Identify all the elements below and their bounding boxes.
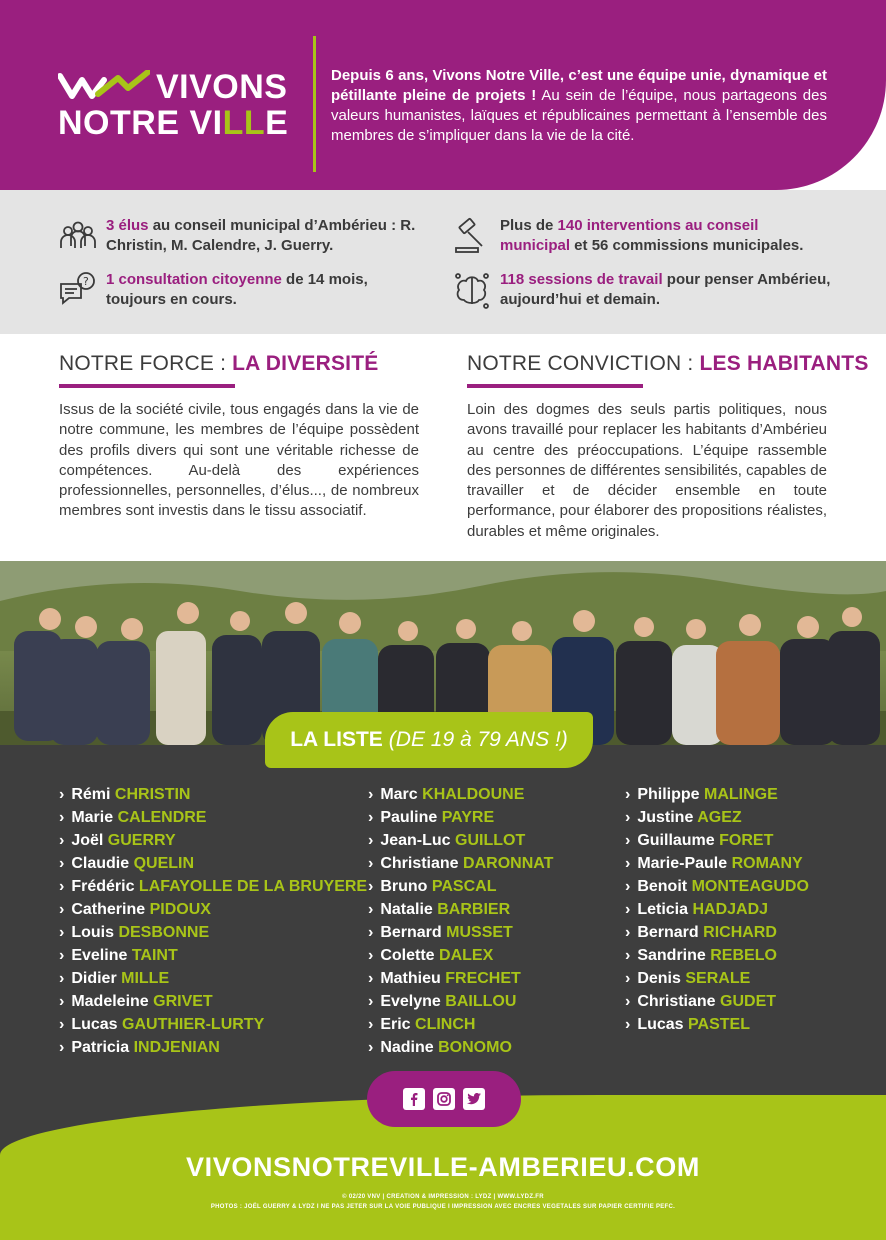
conviction-underline <box>467 384 643 388</box>
candidate-last-name: MALINGE <box>704 786 778 803</box>
candidate-item <box>368 990 553 1013</box>
chevron-right-icon: › <box>59 1039 65 1056</box>
candidate-item <box>59 852 367 875</box>
candidate-first-name: Eveline <box>71 947 128 964</box>
candidate-first-name: Evelyne <box>380 993 441 1010</box>
candidate-last-name: PAYRE <box>441 809 495 826</box>
stat-interventions <box>452 216 832 256</box>
stat-consultation-text: 1 consultation citoyenne de 14 mois, toujours en cours. <box>106 271 368 308</box>
instagram-icon[interactable] <box>433 1088 455 1110</box>
twitter-icon[interactable] <box>463 1088 485 1110</box>
force-underline <box>59 384 235 388</box>
candidate-first-name: Nadine <box>380 1039 434 1056</box>
candidate-item <box>368 1013 553 1036</box>
chevron-right-icon: › <box>368 993 374 1010</box>
candidate-item <box>625 875 809 898</box>
candidate-last-name: PASTEL <box>688 1016 750 1033</box>
candidate-item <box>59 1036 367 1059</box>
chevron-right-icon: › <box>625 1016 631 1033</box>
chevron-right-icon: › <box>625 832 631 849</box>
candidate-item <box>59 921 367 944</box>
stat-elus-text: 3 élus au conseil municipal d’Ambérieu : R. Christin, M. Calendre, J. Guerry. <box>106 217 416 254</box>
candidate-last-name: INDJENIAN <box>133 1039 220 1056</box>
chevron-right-icon: › <box>625 878 631 895</box>
candidate-first-name: Frédéric <box>71 878 135 895</box>
candidate-first-name: Louis <box>71 924 114 941</box>
candidate-first-name: Bruno <box>380 878 428 895</box>
logo-text-line2: NOTRE VILLE <box>58 104 289 142</box>
candidate-last-name: CLINCH <box>415 1016 476 1033</box>
chevron-right-icon: › <box>59 832 65 849</box>
force-text: Issus de la société civile, tous engagés dans la vie de notre commune, les membres de l’équipe possèdent des profils divers qui sont une véritable richesse de compétences. Au-delà des expériences professionnelles, personnelles, d’élus..., de nombreux membres sont investis dans le tissu associatif. <box>59 401 419 520</box>
chevron-right-icon: › <box>368 947 374 964</box>
candidate-last-name: GUILLOT <box>455 832 526 849</box>
candidate-item <box>59 806 367 829</box>
candidate-item <box>625 990 809 1013</box>
chevron-right-icon: › <box>625 993 631 1010</box>
candidate-last-name: SERALE <box>685 970 751 987</box>
candidate-last-name: BONOMO <box>438 1039 512 1056</box>
candidate-item <box>59 967 367 990</box>
candidate-first-name: Philippe <box>637 786 700 803</box>
liste-banner: LA LISTE (DE 19 à 79 ANS !) <box>265 712 593 768</box>
candidate-last-name: DARONNAT <box>463 855 554 872</box>
chevron-right-icon: › <box>59 878 65 895</box>
stat-elus <box>58 216 418 256</box>
candidate-last-name: AGEZ <box>697 809 742 826</box>
candidate-first-name: Marie <box>71 809 114 826</box>
conviction-section <box>467 352 869 542</box>
candidate-last-name: ROMANY <box>731 855 803 872</box>
header-divider <box>313 36 316 172</box>
candidate-first-name: Mathieu <box>380 970 441 987</box>
candidate-first-name: Sandrine <box>637 947 706 964</box>
logo-text-line1: VIVONS <box>156 68 288 106</box>
stat-consultation <box>58 270 418 310</box>
chevron-right-icon: › <box>59 855 65 872</box>
candidate-item <box>625 921 809 944</box>
chevron-right-icon: › <box>625 786 631 803</box>
candidate-last-name: GUDET <box>720 993 777 1010</box>
candidate-last-name: CHRISTIN <box>114 786 191 803</box>
candidate-first-name: Lucas <box>637 1016 684 1033</box>
names-column-1 <box>59 783 367 1059</box>
candidate-first-name: Guillaume <box>637 832 715 849</box>
chevron-right-icon: › <box>625 809 631 826</box>
candidate-item <box>368 829 553 852</box>
candidate-last-name: QUELIN <box>133 855 195 872</box>
chevron-right-icon: › <box>625 970 631 987</box>
candidate-last-name: DESBONNE <box>118 924 210 941</box>
website-url[interactable]: VIVONSNOTREVILLE-AMBERIEU.COM <box>186 1152 700 1182</box>
candidate-item <box>59 783 367 806</box>
chevron-right-icon: › <box>368 970 374 987</box>
candidate-last-name: MILLE <box>121 970 170 987</box>
chevron-right-icon: › <box>625 901 631 918</box>
chevron-right-icon: › <box>368 809 374 826</box>
candidate-item <box>59 1013 367 1036</box>
candidate-first-name: Lucas <box>71 1016 118 1033</box>
conviction-title: NOTRE CONVICTION : LES HABITANTS <box>467 352 869 375</box>
facebook-icon[interactable] <box>403 1088 425 1110</box>
candidate-first-name: Joël <box>71 832 104 849</box>
chevron-right-icon: › <box>368 1039 374 1056</box>
brain-icon <box>452 270 492 310</box>
stat-sessions-text: 118 sessions de travail pour penser Ambérieu, aujourd’hui et demain. <box>500 271 831 308</box>
chevron-right-icon: › <box>59 924 65 941</box>
candidate-item <box>59 898 367 921</box>
force-title: NOTRE FORCE : LA DIVERSITÉ <box>59 352 379 375</box>
stat-sessions <box>452 270 832 310</box>
candidate-item <box>368 898 553 921</box>
chevron-right-icon: › <box>59 901 65 918</box>
candidate-last-name: MONTEAGUDO <box>691 878 809 895</box>
social-links <box>367 1071 521 1127</box>
intro-text: Depuis 6 ans, Vivons Notre Ville, c’est une équipe unie, dynamique et pétillante pleine de projets ! Au sein de l’équipe, nous partageons des valeurs humanistes, laïques et républicaines permettant à l’ensemble des membres de s’impliquer dans la vie de la cité. <box>331 67 827 144</box>
candidate-item <box>625 829 809 852</box>
candidate-item <box>368 1036 553 1059</box>
candidate-item <box>59 875 367 898</box>
candidate-first-name: Christiane <box>637 993 716 1010</box>
chevron-right-icon: › <box>59 786 65 803</box>
candidate-last-name: BARBIER <box>437 901 511 918</box>
candidate-first-name: Marie-Paule <box>637 855 728 872</box>
candidate-first-name: Marc <box>380 786 418 803</box>
candidate-last-name: PIDOUX <box>149 901 211 918</box>
candidate-last-name: TAINT <box>131 947 178 964</box>
candidate-last-name: DALEX <box>439 947 494 964</box>
stat-interventions-text: Plus de 140 interventions au conseil municipal et 56 commissions municipales. <box>500 217 804 254</box>
candidate-first-name: Benoit <box>637 878 688 895</box>
candidate-first-name: Jean-Luc <box>380 832 451 849</box>
candidate-last-name: MUSSET <box>446 924 513 941</box>
chevron-right-icon: › <box>368 878 374 895</box>
candidate-first-name: Natalie <box>380 901 433 918</box>
credits-line1: © 02/20 VNV | CREATION & IMPRESSION : LYDZ | WWW.LYDZ.FR <box>342 1194 544 1200</box>
candidate-item <box>368 875 553 898</box>
candidate-first-name: Eric <box>380 1016 411 1033</box>
candidate-item <box>625 967 809 990</box>
chevron-right-icon: › <box>368 924 374 941</box>
candidate-first-name: Christiane <box>380 855 459 872</box>
candidate-item <box>368 944 553 967</box>
team-icon <box>58 216 98 256</box>
chevron-right-icon: › <box>368 786 374 803</box>
candidate-last-name: HADJADJ <box>692 901 769 918</box>
candidate-first-name: Didier <box>71 970 117 987</box>
candidate-first-name: Bernard <box>380 924 442 941</box>
candidate-last-name: CALENDRE <box>117 809 207 826</box>
chevron-right-icon: › <box>59 993 65 1010</box>
chevron-right-icon: › <box>59 970 65 987</box>
gavel-icon <box>452 216 492 256</box>
candidate-item <box>59 944 367 967</box>
candidate-first-name: Rémi <box>71 786 111 803</box>
candidate-item <box>625 898 809 921</box>
candidate-item <box>625 783 809 806</box>
credits-line2: PHOTOS : JOËL GUERRY & LYDZ I NE PAS JETER SUR LA VOIE PUBLIQUE I IMPRESSION AVEC ENCRES VEGETALES SUR PAPIER CERTIFIE PEFC. <box>210 1204 676 1210</box>
candidate-last-name: PASCAL <box>431 878 497 895</box>
candidate-item <box>368 806 553 829</box>
candidate-last-name: FORET <box>719 832 774 849</box>
svg-text:?: ? <box>83 275 89 288</box>
chat-question-icon <box>58 270 98 310</box>
logo-check-icon <box>58 70 150 102</box>
candidate-item <box>59 990 367 1013</box>
candidate-first-name: Bernard <box>637 924 699 941</box>
names-column-2 <box>368 783 553 1059</box>
chevron-right-icon: › <box>59 947 65 964</box>
candidate-item <box>368 921 553 944</box>
chevron-right-icon: › <box>368 855 374 872</box>
candidate-item <box>368 852 553 875</box>
candidate-last-name: GAUTHIER-LURTY <box>122 1016 265 1033</box>
candidate-item <box>625 806 809 829</box>
candidate-last-name: FRECHET <box>445 970 521 987</box>
candidate-first-name: Catherine <box>71 901 146 918</box>
header-banner <box>0 0 886 190</box>
chevron-right-icon: › <box>59 809 65 826</box>
chevron-right-icon: › <box>368 901 374 918</box>
candidate-first-name: Denis <box>637 970 681 987</box>
chevron-right-icon: › <box>625 924 631 941</box>
candidate-last-name: RICHARD <box>703 924 777 941</box>
chevron-right-icon: › <box>625 947 631 964</box>
candidate-last-name: REBELO <box>710 947 777 964</box>
candidate-last-name: GRIVET <box>153 993 213 1010</box>
candidate-first-name: Leticia <box>637 901 689 918</box>
candidate-first-name: Colette <box>380 947 435 964</box>
candidate-item <box>368 783 553 806</box>
candidate-item <box>368 967 553 990</box>
candidate-last-name: KHALDOUNE <box>422 786 525 803</box>
chevron-right-icon: › <box>59 1016 65 1033</box>
candidate-last-name: BAILLOU <box>445 993 517 1010</box>
candidate-item <box>59 829 367 852</box>
candidate-first-name: Justine <box>637 809 694 826</box>
candidate-last-name: GUERRY <box>107 832 176 849</box>
stats-panel <box>0 190 886 334</box>
chevron-right-icon: › <box>368 1016 374 1033</box>
candidate-last-name: LAFAYOLLE DE LA BRUYERE <box>138 878 368 895</box>
candidate-first-name: Patricia <box>71 1039 130 1056</box>
candidate-item <box>625 852 809 875</box>
candidate-first-name: Pauline <box>380 809 438 826</box>
candidate-first-name: Madeleine <box>71 993 149 1010</box>
candidate-item <box>625 1013 809 1036</box>
chevron-right-icon: › <box>625 855 631 872</box>
chevron-right-icon: › <box>368 832 374 849</box>
conviction-text: Loin des dogmes des seuls partis politiques, nous avons travaillé pour replacer les habitants d’Ambérieu au centre des préoccupations. L’équipe rassemble des personnes de différentes sensibilités, capables de travailler et de décider ensemble en toute performance, pour élaborer des propositions réalistes, durables et même originales. <box>467 401 827 540</box>
force-section <box>59 352 419 522</box>
candidate-item <box>625 944 809 967</box>
candidate-first-name: Claudie <box>71 855 130 872</box>
names-column-3 <box>625 783 809 1036</box>
